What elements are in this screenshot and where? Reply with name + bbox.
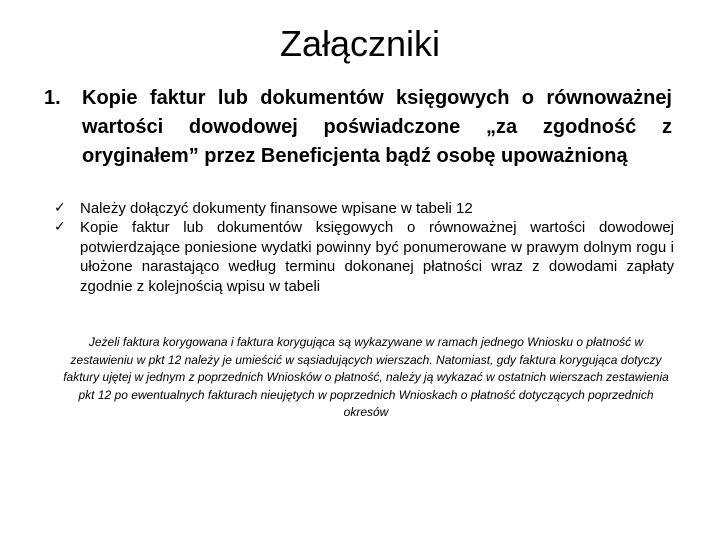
checklist-item: [54, 218, 674, 296]
checklist: [54, 199, 674, 296]
numbered-item: [44, 84, 672, 171]
checklist-item-text: Kopie faktur lub dokumentów księgowych o równoważnej wartości dowodowej potwierdzające poniesione wydatki powinny być ponumerowane w prawym dolnym rogu i ułożone narastająco według terminu dokonanej płatności wraz z dowodami zapłaty zgodnie z kolejnością wpisu w tabeli: [80, 219, 674, 295]
slide-title: Załączniki: [279, 23, 441, 64]
item-text: Kopie faktur lub dokumentów księgowych o równoważnej wartości dowodowej poświadczone „za zgodność z oryginałem” przez Beneficjenta bądź osobę upoważnioną: [82, 87, 672, 167]
checkmark-icon: ✓: [54, 200, 66, 216]
checklist-item-text: Należy dołączyć dokumenty finansowe wpisane w tabeli 12: [80, 200, 473, 217]
item-number: 1.: [44, 87, 61, 109]
checkmark-icon: ✓: [54, 219, 66, 236]
checklist-item: [54, 199, 674, 218]
footnote: Jeżeli faktura korygowana i faktura korygująca są wykazywane w ramach jednego Wniosku o płatność w zestawieniu w pkt 12 należy je umieścić w sąsiadujących wierszach. Natomiast, gdy faktura korygująca dotyczy faktury ujętej w jednym z poprzednich Wniosków o płatność, należy ją wykazać w ostatnich wierszach zestawienia pkt 12 po ewentualnych fakturach nieujętych w poprzednich Wnioskach o płatność dotyczących poprzednich okresów: [63, 335, 669, 420]
